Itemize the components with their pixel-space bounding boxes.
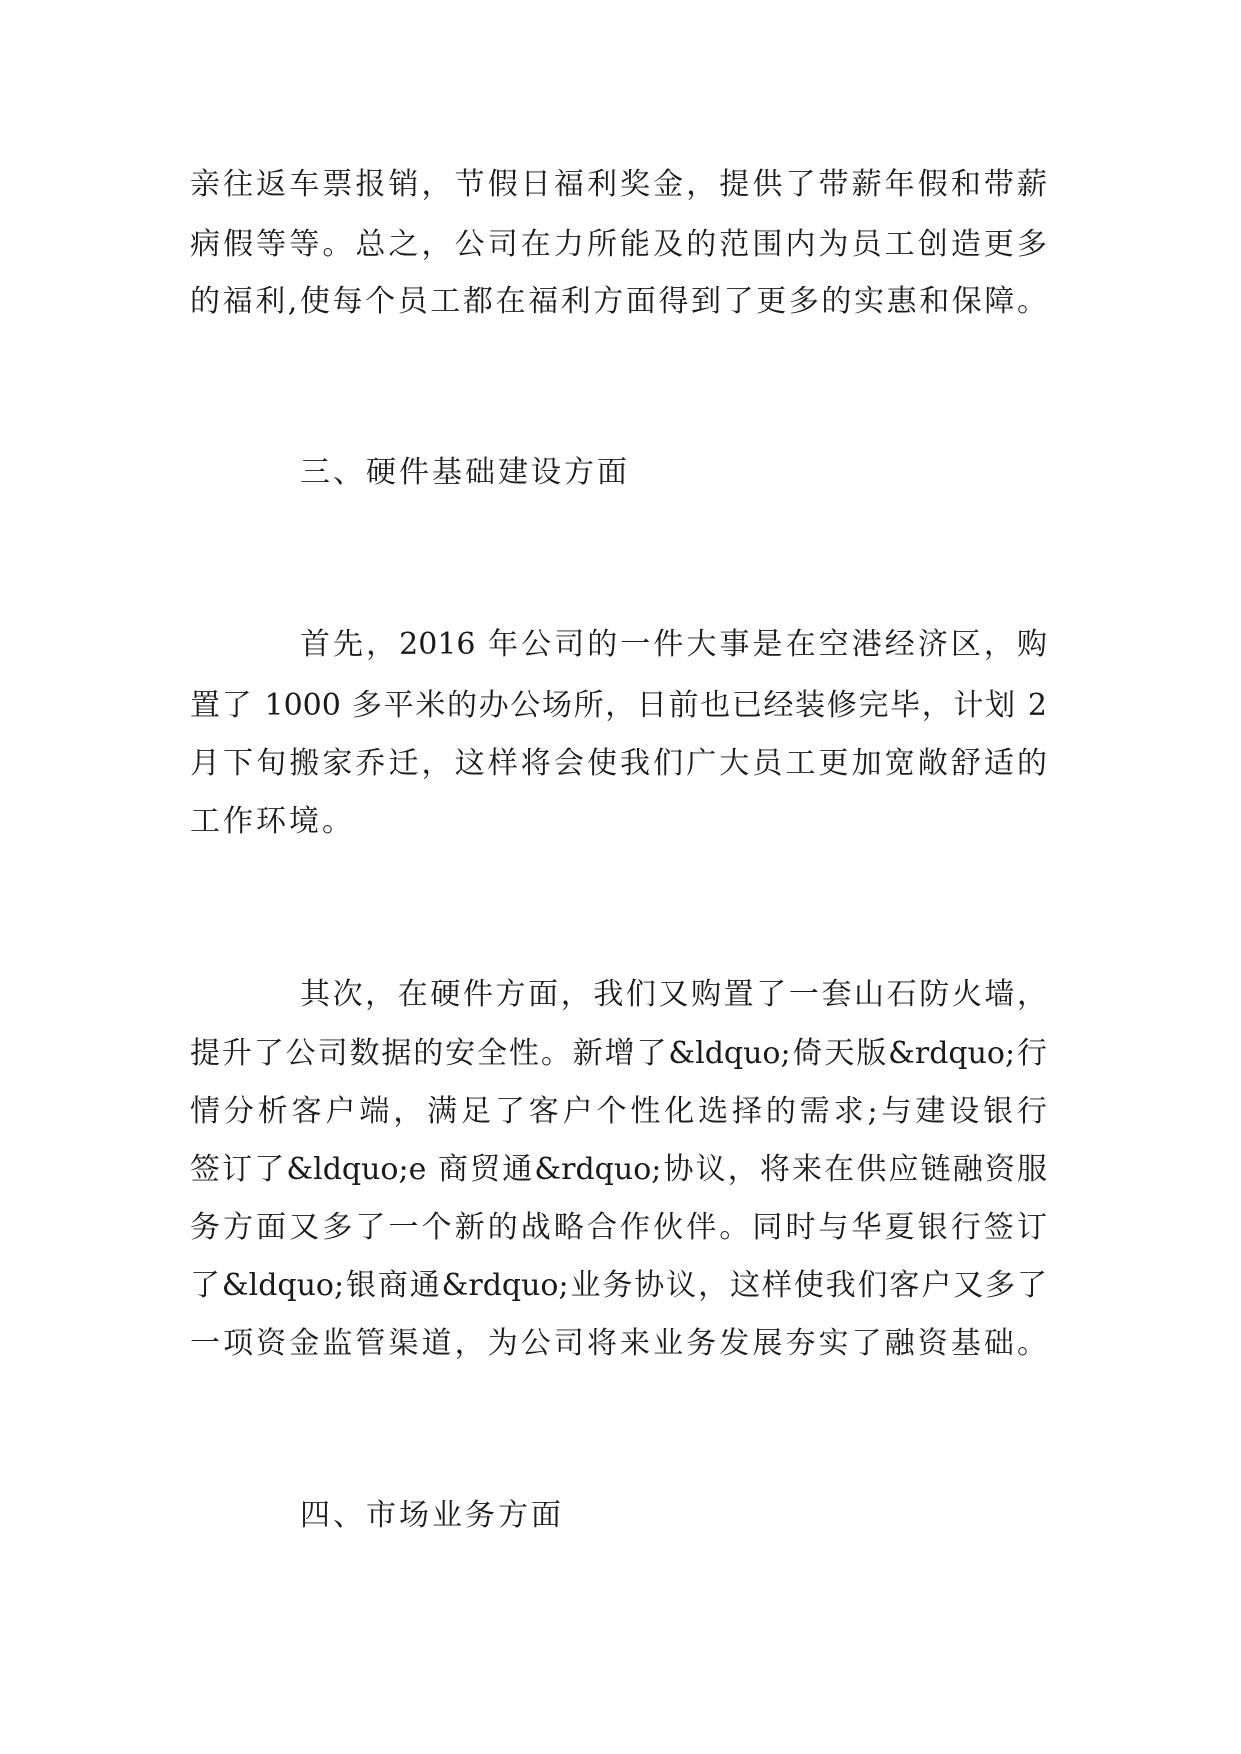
paragraph-2-line-3: 月下旬搬家乔迁，这样将会使我们广大员工更加宽敞舒适的 bbox=[190, 746, 1047, 781]
section-heading-4: 四、市场业务方面 bbox=[300, 1498, 564, 1533]
paragraph-3-line-7: 一项资金监管渠道，为公司将来业务发展夯实了融资基础。 bbox=[190, 1326, 1047, 1361]
section-heading-3: 三、硬件基础建设方面 bbox=[300, 455, 630, 490]
paragraph-3-line-5: 务方面又多了一个新的战略合作伙伴。同时与华夏银行签订 bbox=[190, 1210, 1047, 1245]
paragraph-1-line-2: 病假等等。总之，公司在力所能及的范围内为员工创造更多 bbox=[190, 227, 1047, 262]
paragraph-1-line-1: 亲往返车票报销，节假日福利奖金，提供了带薪年假和带薪 bbox=[190, 167, 1047, 202]
paragraph-3-line-1: 其次，在硬件方面，我们又购置了一套山石防火墙， bbox=[300, 977, 1047, 1012]
paragraph-3-line-6: 了&ldquo;银商通&rdquo;业务协议，这样使我们客户又多了 bbox=[190, 1268, 1047, 1303]
paragraph-3-line-2: 提升了公司数据的安全性。新增了&ldquo;倚天版&rdquo;行 bbox=[190, 1036, 1047, 1071]
paragraph-2-line-2: 置了 1000 多平米的办公场所，日前也已经装修完毕，计划 2 bbox=[190, 688, 1047, 723]
paragraph-1-line-3: 的福利,使每个员工都在福利方面得到了更多的实惠和保障。 bbox=[190, 284, 1047, 319]
paragraph-2-line-4: 工作环境。 bbox=[190, 804, 355, 839]
paragraph-2-line-1: 首先，2016 年公司的一件大事是在空港经济区，购 bbox=[300, 627, 1047, 662]
paragraph-3-line-4: 签订了&ldquo;e 商贸通&rdquo;协议，将来在供应链融资服 bbox=[190, 1152, 1047, 1187]
paragraph-3-line-3: 情分析客户端，满足了客户个性化选择的需求;与建设银行 bbox=[190, 1094, 1047, 1129]
